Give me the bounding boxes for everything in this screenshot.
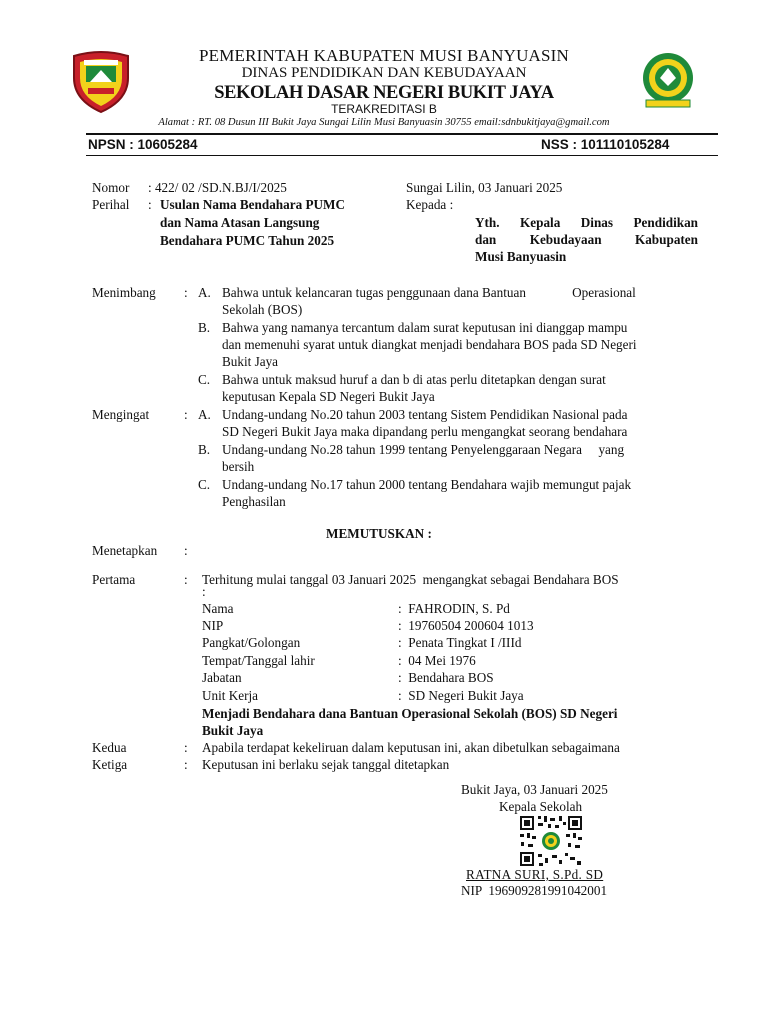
perihal-colon: : [148,197,152,212]
signatory-name: RATNA SURI, S.Pd. SD [466,867,604,882]
field-label: Nama [202,601,234,616]
list-text: Bahwa untuk maksud huruf a dan b di atas perlu ditetapkan dengan surat [222,372,606,387]
menetapkan-colon: : [184,543,188,558]
field-value: : Bendahara BOS [398,670,494,685]
menimbang-label: Menimbang [92,285,156,300]
field-value: : 04 Mei 1976 [398,653,476,668]
header-rule-thick [86,133,718,135]
recipient-line: dan Kebudayaan Kabupaten [475,232,698,247]
pertama-text-colon: : [202,584,206,599]
list-letter: A. [198,407,211,422]
header-address: Alamat : RT. 08 Dusun III Bukit Jaya Sungai Lilin Musi Banyuasin 30755 email:sdnbukitjaya@gmail.com [158,117,610,128]
recipient-line: Musi Banyuasin [475,249,567,264]
memutuskan-heading: MEMUTUSKAN : [326,526,432,541]
field-label: Tempat/Tanggal lahir [202,653,315,668]
list-text: Bahwa yang namanya tercantum dalam surat keputusan ini dianggap mampu [222,320,628,335]
list-text: keputusan Kepala SD Negeri Bukit Jaya [222,389,435,404]
pertama-bold-line: Menjadi Bendahara dana Bantuan Operasional Sekolah (BOS) SD Negeri [202,706,618,721]
field-label: Jabatan [202,670,242,685]
list-text: bersih [222,459,255,474]
list-text: Sekolah (BOS) [222,302,303,317]
field-value: : 19760504 200604 1013 [398,618,534,633]
list-text: Undang-undang No.28 tahun 1999 tentang Penyelenggaraan Negara yang [222,442,625,457]
list-text: Bahwa untuk kelancaran tugas penggunaan dana Bantuan Operasional [222,285,636,300]
list-text: Undang-undang No.20 tahun 2003 tentang Sistem Pendidikan Nasional pada [222,407,628,422]
field-label: NIP [202,618,224,633]
menimbang-colon: : [184,285,188,300]
perihal-label: Perihal [92,197,130,212]
field-value: : Penata Tingkat I /IIId [398,635,522,650]
nomor-label: Nomor [92,180,130,195]
perihal-line: dan Nama Atasan Langsung [160,215,320,230]
header-government: PEMERINTAH KABUPATEN MUSI BANYUASIN [198,46,570,65]
field-label: Unit Kerja [202,688,259,703]
kedua-label: Kedua [92,740,127,755]
list-letter: B. [198,320,211,335]
list-text: SD Negeri Bukit Jaya maka dipandang perlu mengangkat seorang bendahara [222,424,628,439]
kepada-label: Kepada : [406,197,454,212]
list-text: Undang-undang No.17 tahun 2000 tentang Bendahara wajib memungut pajak [222,477,632,492]
nomor-value: : 422/ 02 /SD.N.BJ/I/2025 [148,180,287,195]
qr-code-graphic [518,814,584,868]
signature-place-date: Bukit Jaya, 03 Januari 2025 [461,782,608,797]
pertama-bold-line: Bukit Jaya [202,723,264,738]
field-value: : SD Negeri Bukit Jaya [398,688,524,703]
header-rule-thin [86,155,718,156]
header-department: DINAS PENDIDIKAN DAN KEBUDAYAAN [241,65,527,81]
ketiga-colon: : [184,757,188,772]
header-school-name: SEKOLAH DASAR NEGERI BUKIT JAYA [214,83,554,103]
kedua-colon: : [184,740,188,755]
pertama-label: Pertama [92,572,136,587]
mengingat-label: Mengingat [92,407,150,422]
signature-position: Kepala Sekolah [499,799,583,814]
list-text: Penghasilan [222,494,286,509]
recipient-line: Yth. Kepala Dinas Pendidikan [475,215,698,230]
mengingat-colon: : [184,407,188,422]
npsn: NPSN : 10605284 [88,137,198,152]
nss: NSS : 101110105284 [541,137,670,152]
list-letter: B. [198,442,211,457]
letter-date: Sungai Lilin, 03 Januari 2025 [406,180,563,195]
pertama-text: Terhitung mulai tanggal 03 Januari 2025 mengangkat sebagai Bendahara BOS [202,572,619,587]
kedua-text: Apabila terdapat kekeliruan dalam keputusan ini, akan dibetulkan sebagaimana [202,740,620,755]
qr-code-icon [518,814,584,868]
ketiga-text: Keputusan ini berlaku sejak tanggal ditetapkan [202,757,450,772]
list-letter: C. [198,372,211,387]
field-label: Pangkat/Golongan [202,635,301,650]
list-letter: A. [198,285,211,300]
list-text: Bukit Jaya [222,354,279,369]
menetapkan-label: Menetapkan [92,543,158,558]
perihal-line: Bendahara PUMC Tahun 2025 [160,233,335,248]
perihal-line: Usulan Nama Bendahara PUMC [160,197,346,212]
pertama-colon: : [184,572,188,587]
header-accreditation: TERAKREDITASI B [331,102,437,116]
ketiga-label: Ketiga [92,757,128,772]
signatory-nip: NIP 196909281991042001 [461,883,608,898]
list-text: dan memenuhi syarat untuk diangkat menjadi bendahara BOS pada SD Negeri [222,337,637,352]
list-letter: C. [198,477,211,492]
field-value: : FAHRODIN, S. Pd [398,601,510,616]
